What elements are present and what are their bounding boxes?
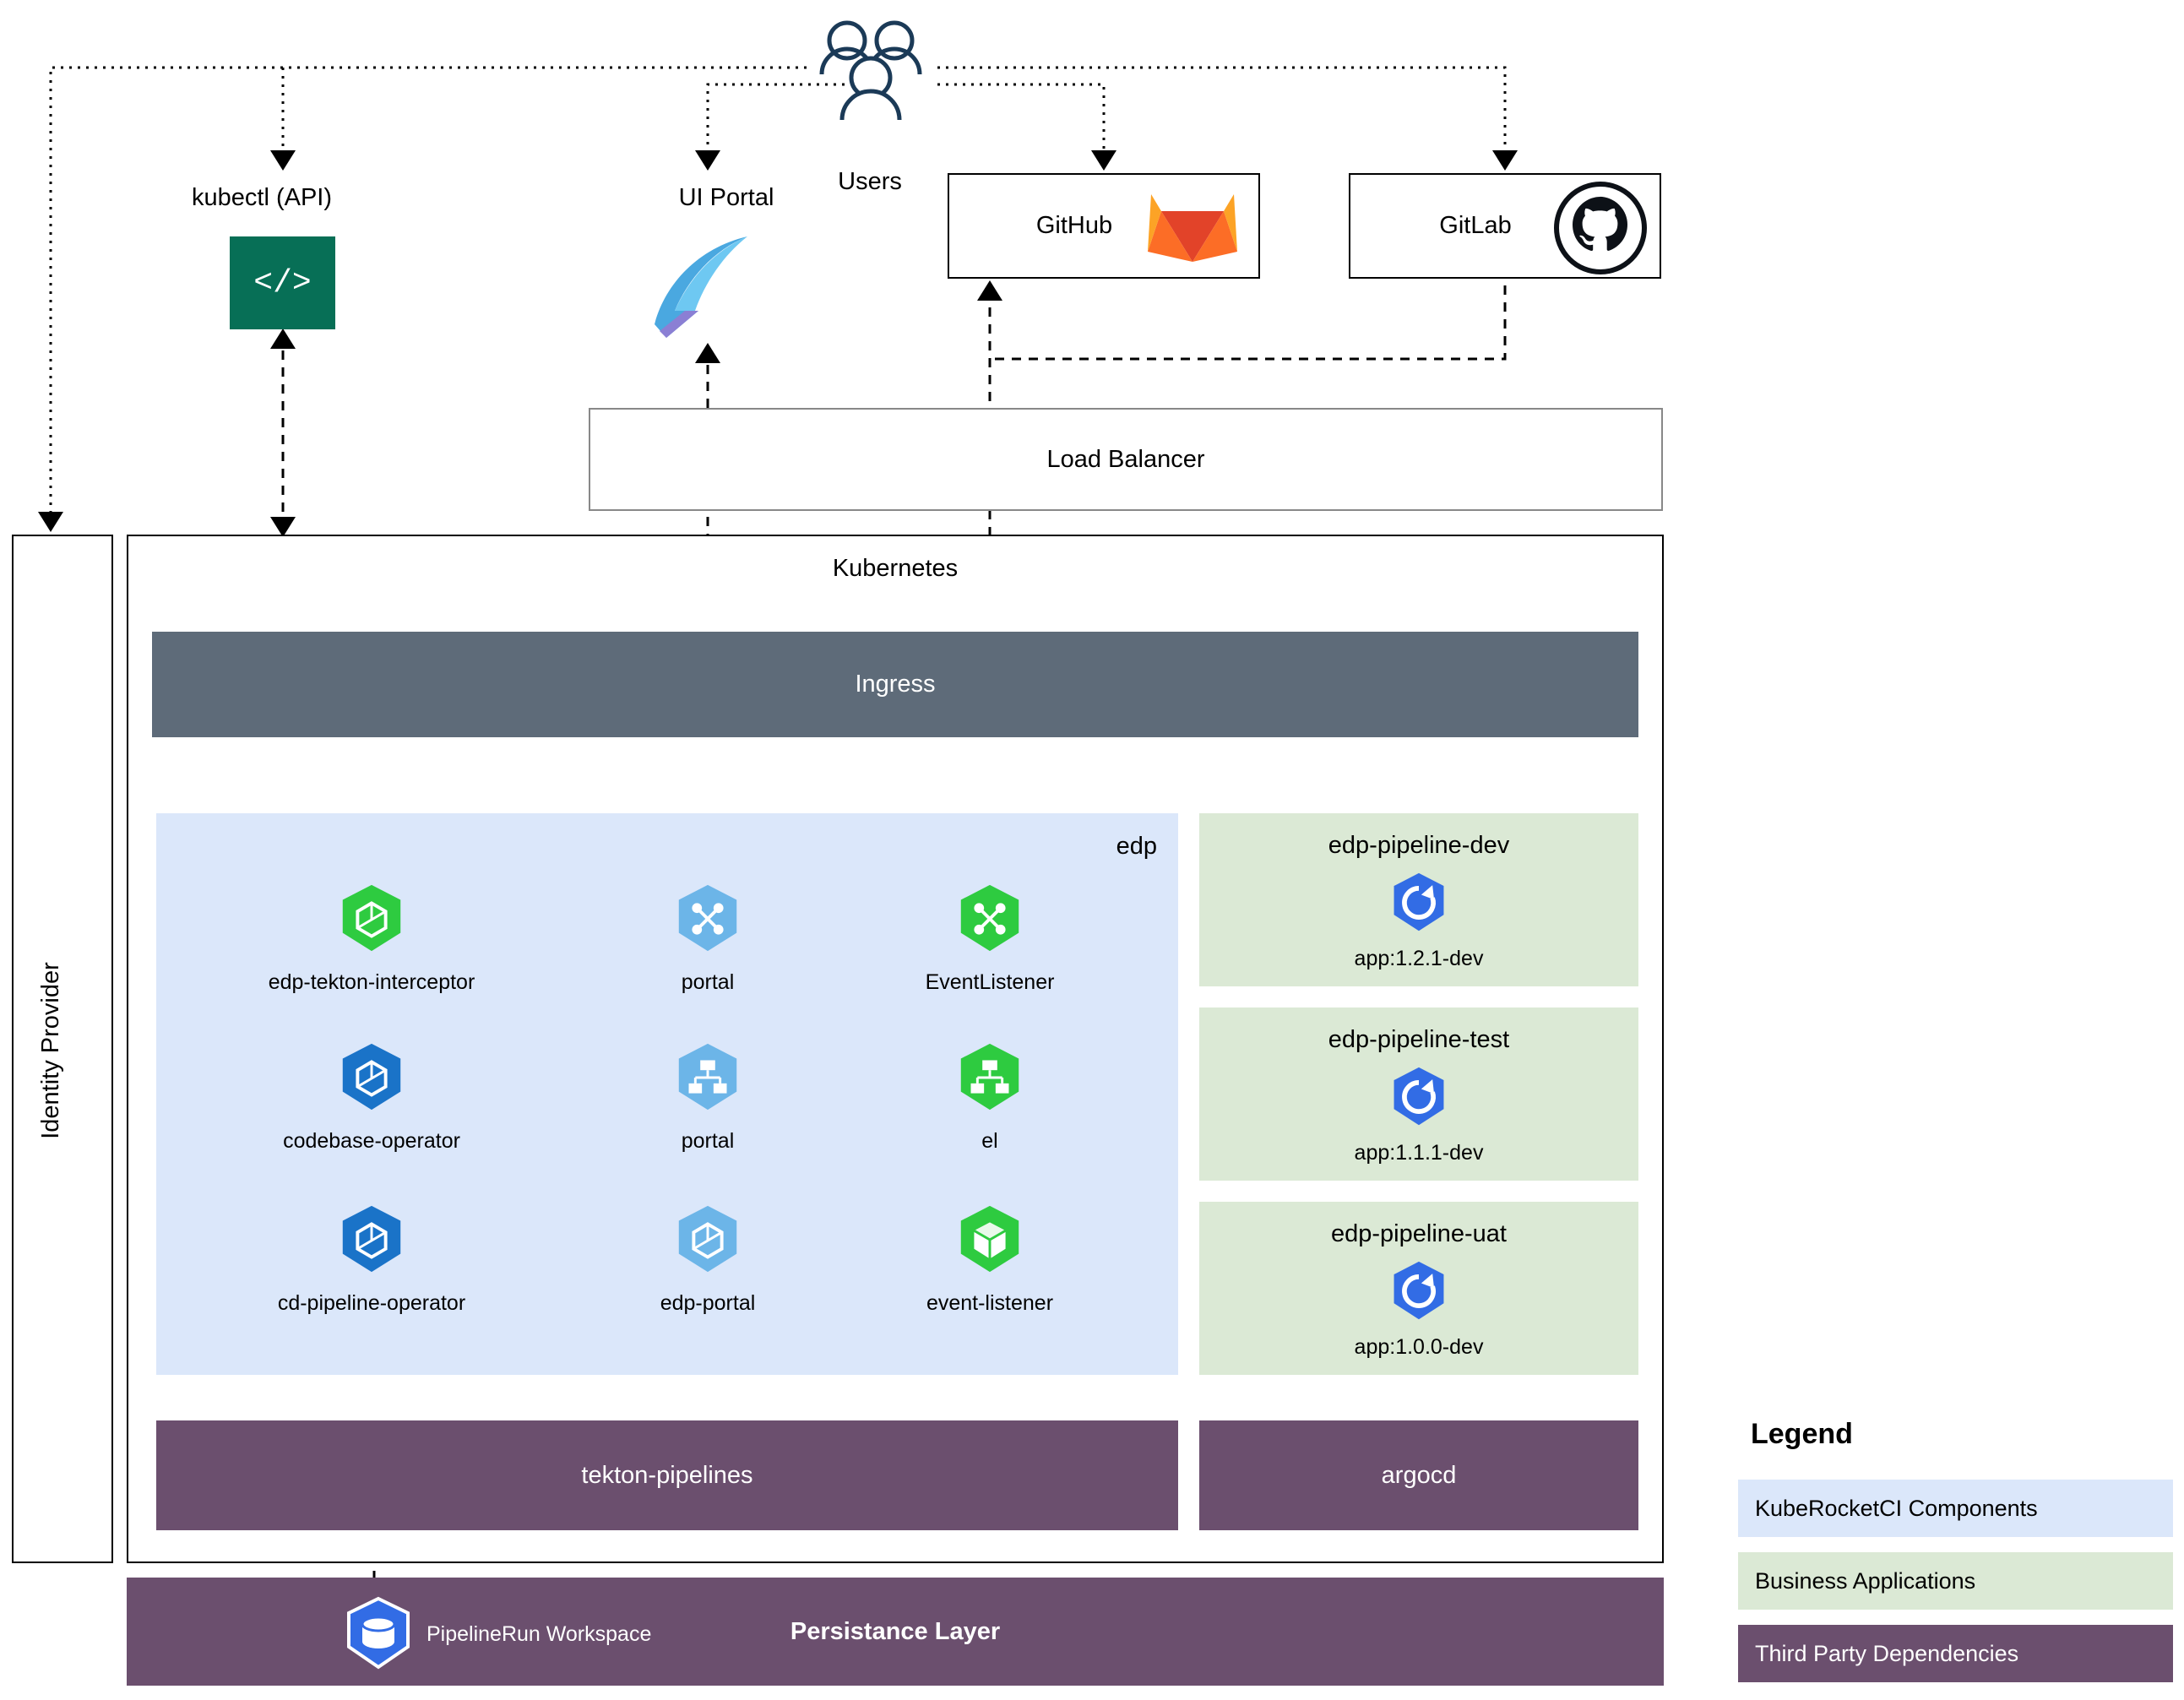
identity-provider-label: Identity Provider [36, 962, 64, 1139]
ingress-label: Ingress [855, 671, 936, 698]
tekton-pipelines-label: tekton-pipelines [581, 1461, 753, 1489]
legend-label: Third Party Dependencies [1755, 1640, 2019, 1666]
component-label: EventListener [925, 970, 1055, 994]
component-edp-portal-pod [581, 1199, 834, 1316]
persistence-layer-label: Persistance Layer [790, 1617, 1001, 1645]
app-version-label: app:1.0.0-dev [1354, 1335, 1484, 1359]
load-balancer-label: Load Balancer [1046, 445, 1205, 473]
feather-icon [646, 230, 764, 344]
namespace-label: edp-pipeline-uat [1331, 1220, 1507, 1247]
component-portal-service [581, 878, 834, 995]
k8s-service-blue-icon [581, 878, 834, 959]
k8s-pod-blue-icon [245, 1199, 498, 1279]
ui-portal-label: UI Portal [678, 183, 774, 211]
namespace-label: edp-pipeline-test [1328, 1026, 1510, 1053]
legend-item-thirdparty [1738, 1625, 2173, 1682]
k8s-deployment-blue-icon [581, 1037, 834, 1117]
namespace-label: edp-pipeline-dev [1328, 832, 1510, 859]
app-version-label: app:1.2.1-dev [1354, 947, 1484, 970]
component-label: portal [681, 970, 735, 994]
component-cd-pipeline-operator [245, 1199, 498, 1316]
legend-label: Business Applications [1755, 1567, 1976, 1594]
namespace-edp-pipeline-uat [1199, 1202, 1638, 1375]
users-label: Users [838, 167, 902, 195]
legend-title: Legend [1751, 1417, 1853, 1450]
namespace-edp-pipeline-test [1199, 1008, 1638, 1181]
k8s-pod-green-outline-icon [863, 1199, 1116, 1279]
argocd-label: argocd [1381, 1461, 1457, 1489]
argo-rollout-icon [1199, 1259, 1638, 1323]
component-label: edp-portal [660, 1291, 756, 1315]
component-label: event-listener [926, 1291, 1054, 1315]
legend-label: KubeRocketCI Components [1755, 1495, 2038, 1521]
k8s-service-green-icon [863, 878, 1116, 959]
k8s-pod-blue-icon [245, 1037, 498, 1117]
k8s-deployment-green-icon [863, 1037, 1116, 1117]
component-eventlistener-service [863, 878, 1116, 995]
github-label: GitHub [1035, 212, 1113, 239]
component-event-listener-pod [863, 1199, 1116, 1316]
component-label: el [981, 1129, 998, 1153]
gitlab-label: GitLab [1439, 212, 1512, 239]
component-codebase-operator [245, 1037, 498, 1154]
app-version-label: app:1.1.1-dev [1354, 1141, 1484, 1165]
k8s-pvc-icon [336, 1596, 421, 1672]
namespace-edp-pipeline-dev [1199, 813, 1638, 986]
legend-item-components [1738, 1480, 2173, 1537]
github-octocat-icon [1554, 182, 1647, 274]
users-icon [807, 17, 933, 131]
k8s-pod-green-icon [245, 878, 498, 959]
argo-rollout-icon [1199, 1065, 1638, 1129]
component-label: portal [681, 1129, 735, 1153]
gitlab-fox-icon [1144, 177, 1241, 270]
component-label: codebase-operator [283, 1129, 460, 1153]
legend-item-business [1738, 1552, 2173, 1610]
argo-rollout-icon [1199, 871, 1638, 935]
component-portal-deployment [581, 1037, 834, 1154]
k8s-pod-lightblue-icon [581, 1199, 834, 1279]
component-edp-tekton-interceptor [245, 878, 498, 995]
kubectl-label: kubectl (API) [192, 183, 332, 211]
component-label: edp-tekton-interceptor [268, 970, 475, 994]
component-el-deployment [863, 1037, 1116, 1154]
component-label: cd-pipeline-operator [277, 1291, 466, 1315]
pipelinerun-workspace-label: PipelineRun Workspace [426, 1621, 652, 1646]
edp-namespace-label: edp [1116, 833, 1157, 860]
code-brackets-icon: </> [230, 236, 335, 329]
kubernetes-label: Kubernetes [832, 554, 959, 582]
